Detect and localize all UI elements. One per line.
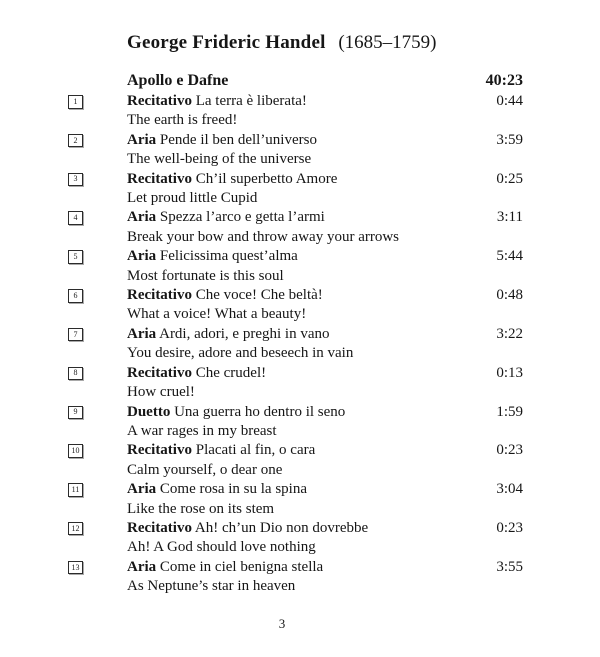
page-number: 3	[278, 616, 286, 631]
track-translation: Let proud little Cupid	[127, 190, 258, 207]
track-translation-line	[68, 538, 523, 557]
track-title-text	[127, 286, 496, 305]
track-number-box	[68, 522, 83, 536]
track-title-line	[68, 558, 523, 577]
track-translation: As Neptune’s star in heaven	[127, 578, 296, 595]
track-title-line	[68, 325, 523, 344]
track-number: 10	[71, 446, 80, 456]
track-number-box	[68, 367, 83, 381]
track-number-spacer	[68, 344, 127, 363]
track-row	[68, 247, 523, 286]
track-duration: 0:23	[496, 519, 523, 536]
track-duration: 0:44	[496, 93, 523, 109]
track-row	[68, 170, 523, 209]
track-number-box	[68, 328, 83, 342]
track-number-column	[68, 480, 127, 499]
track-row	[68, 403, 523, 442]
track-number-spacer	[68, 267, 127, 286]
track-title-text	[127, 131, 496, 150]
track-number-box	[68, 289, 83, 303]
track-number: 13	[71, 562, 80, 572]
track-translation: Ah! A God should love nothing	[127, 539, 316, 556]
track-number: 9	[73, 407, 78, 417]
track-number-spacer	[68, 111, 127, 130]
track-number: 4	[73, 213, 78, 223]
track-genre: Aria	[127, 325, 157, 342]
track-number-column	[68, 208, 127, 227]
track-title: Che crudel!	[195, 364, 267, 381]
track-translation-line	[68, 461, 523, 480]
track-duration: 0:13	[496, 364, 523, 381]
track-translation: A war rages in my breast	[127, 422, 277, 439]
track-title-line	[68, 286, 523, 305]
track-title-text	[127, 247, 496, 266]
track-genre: Recitativo	[127, 93, 192, 109]
track-number-box	[68, 250, 83, 264]
composer-dates: (1685–1759)	[338, 32, 437, 53]
track-translation: You desire, adore and beseech in vain	[127, 345, 354, 362]
track-translation: Most fortunate is this soul	[127, 267, 284, 284]
track-genre: Recitativo	[127, 519, 192, 536]
track-translation: What a voice! What a beauty!	[127, 306, 307, 323]
track-number-column	[68, 92, 127, 111]
track-genre: Aria	[127, 481, 157, 498]
track-number: 3	[73, 174, 78, 184]
track-translation-line	[68, 383, 523, 402]
track-number: 6	[73, 290, 78, 300]
track-title-text	[127, 170, 496, 189]
track-title: Ah! ch’un Dio non dovrebbe	[194, 519, 369, 536]
track-genre: Aria	[127, 248, 157, 265]
track-number-column	[68, 364, 127, 383]
track-duration: 1:59	[496, 403, 523, 420]
track-number: 11	[71, 484, 80, 494]
track-number: 5	[73, 252, 78, 261]
track-translation: Calm yourself, o dear one	[127, 461, 283, 478]
track-row	[68, 92, 523, 131]
track-title: Come in ciel benigna stella	[159, 558, 324, 575]
track-translation-line	[68, 577, 523, 596]
track-duration: 3:55	[496, 558, 523, 575]
track-number-column	[68, 441, 127, 460]
track-translation-line	[68, 267, 523, 286]
track-title-text	[127, 92, 496, 111]
track-number-column	[68, 247, 127, 266]
track-genre: Recitativo	[127, 287, 192, 304]
track-number-box	[68, 444, 83, 458]
track-title-line	[68, 131, 523, 150]
track-title: Ardi, adori, e preghi in vano	[159, 325, 330, 342]
track-number-box	[68, 561, 83, 575]
track-number: 2	[73, 135, 78, 145]
track-title-line	[68, 403, 523, 422]
track-number-column	[68, 558, 127, 577]
work-total-duration: 40:23	[485, 72, 523, 89]
track-title-text	[127, 558, 496, 577]
track-duration: 3:11	[496, 209, 523, 226]
track-title: Come rosa in su la spina	[159, 481, 307, 498]
track-translation-line	[68, 189, 523, 208]
track-number: 1	[73, 96, 78, 106]
track-number-spacer	[68, 383, 127, 402]
track-row	[68, 364, 523, 403]
track-title-text	[127, 325, 496, 344]
track-duration: 3:59	[496, 131, 523, 148]
track-number-column	[68, 519, 127, 538]
track-number-spacer	[68, 461, 127, 480]
track-duration: 0:48	[496, 287, 523, 304]
track-number-box	[68, 406, 83, 420]
track-number-column	[68, 170, 127, 189]
work-title: Apollo e Dafne	[127, 72, 229, 89]
track-title-line	[68, 364, 523, 383]
track-title-text	[127, 208, 497, 227]
track-translation: Break your bow and throw away your arrows	[127, 228, 400, 245]
track-row	[68, 558, 523, 597]
track-translation-line	[68, 305, 523, 324]
track-title: Felicissima quest’alma	[159, 248, 298, 265]
track-title-text	[127, 403, 496, 422]
track-row	[68, 441, 523, 480]
track-list	[68, 92, 523, 597]
track-number-box	[68, 483, 83, 497]
track-number-column	[68, 325, 127, 344]
track-duration: 3:04	[496, 481, 523, 498]
track-genre: Aria	[127, 558, 157, 575]
track-number-box	[68, 95, 83, 109]
track-translation-line	[68, 111, 523, 130]
track-title: Placati al fin, o cara	[195, 442, 316, 459]
track-number-spacer	[68, 422, 127, 441]
track-row	[68, 286, 523, 325]
track-row	[68, 519, 523, 558]
track-number-box	[68, 134, 83, 148]
track-title-line	[68, 247, 523, 266]
track-title-text	[127, 441, 496, 460]
track-title-line	[68, 480, 523, 499]
track-number: 12	[71, 523, 80, 533]
track-number-column	[68, 403, 127, 422]
track-number: 8	[73, 368, 78, 378]
track-genre: Duetto	[127, 403, 171, 420]
track-number-box	[68, 211, 83, 225]
track-translation-line	[68, 228, 523, 247]
track-duration: 0:23	[496, 442, 523, 459]
track-title-text	[127, 364, 496, 383]
track-translation: Like the rose on its stem	[127, 500, 275, 517]
track-duration: 3:22	[496, 325, 523, 342]
track-genre: Recitativo	[127, 170, 192, 187]
track-title-text	[127, 480, 496, 499]
track-title-text	[127, 519, 496, 538]
track-title-line	[68, 208, 523, 227]
track-row	[68, 131, 523, 170]
track-number-spacer	[68, 150, 127, 169]
track-translation-line	[68, 422, 523, 441]
track-title-line	[68, 441, 523, 460]
work-title-row	[68, 71, 523, 91]
track-translation: The well-being of the universe	[127, 151, 312, 168]
track-duration: 5:44	[496, 248, 523, 265]
track-number-box	[68, 173, 83, 187]
composer-name: George Frideric Handel	[127, 32, 326, 53]
track-genre: Aria	[127, 209, 157, 226]
track-genre: Recitativo	[127, 442, 192, 459]
track-translation: How cruel!	[127, 384, 195, 401]
track-title: La terra è liberata!	[195, 93, 307, 109]
track-title-line	[68, 519, 523, 538]
track-number-column	[68, 286, 127, 305]
track-title-line	[68, 92, 523, 111]
track-number-spacer	[68, 305, 127, 324]
track-row	[68, 480, 523, 519]
track-title: Una guerra ho dentro il seno	[174, 403, 346, 420]
track-translation-line	[68, 500, 523, 519]
track-title: Pende il ben dell’universo	[159, 131, 317, 148]
track-duration: 0:25	[496, 170, 523, 187]
track-translation-line	[68, 344, 523, 363]
track-row	[68, 325, 523, 364]
track-title: Spezza l’arco e getta l’armi	[159, 209, 325, 226]
composer-heading	[127, 32, 436, 54]
track-number-spacer	[68, 189, 127, 208]
track-number-spacer	[68, 228, 127, 247]
track-translation: The earth is freed!	[127, 112, 238, 129]
track-title: Che voce! Che beltà!	[195, 287, 323, 304]
track-genre: Recitativo	[127, 364, 192, 381]
track-number-spacer	[68, 538, 127, 557]
track-row	[68, 208, 523, 247]
track-genre: Aria	[127, 131, 157, 148]
track-translation-line	[68, 150, 523, 169]
track-title-line	[68, 170, 523, 189]
track-number: 7	[73, 329, 78, 339]
track-title: Ch’il superbetto Amore	[195, 170, 338, 187]
track-number-column	[68, 131, 127, 150]
track-number-spacer	[68, 500, 127, 519]
track-number-spacer	[68, 577, 127, 596]
